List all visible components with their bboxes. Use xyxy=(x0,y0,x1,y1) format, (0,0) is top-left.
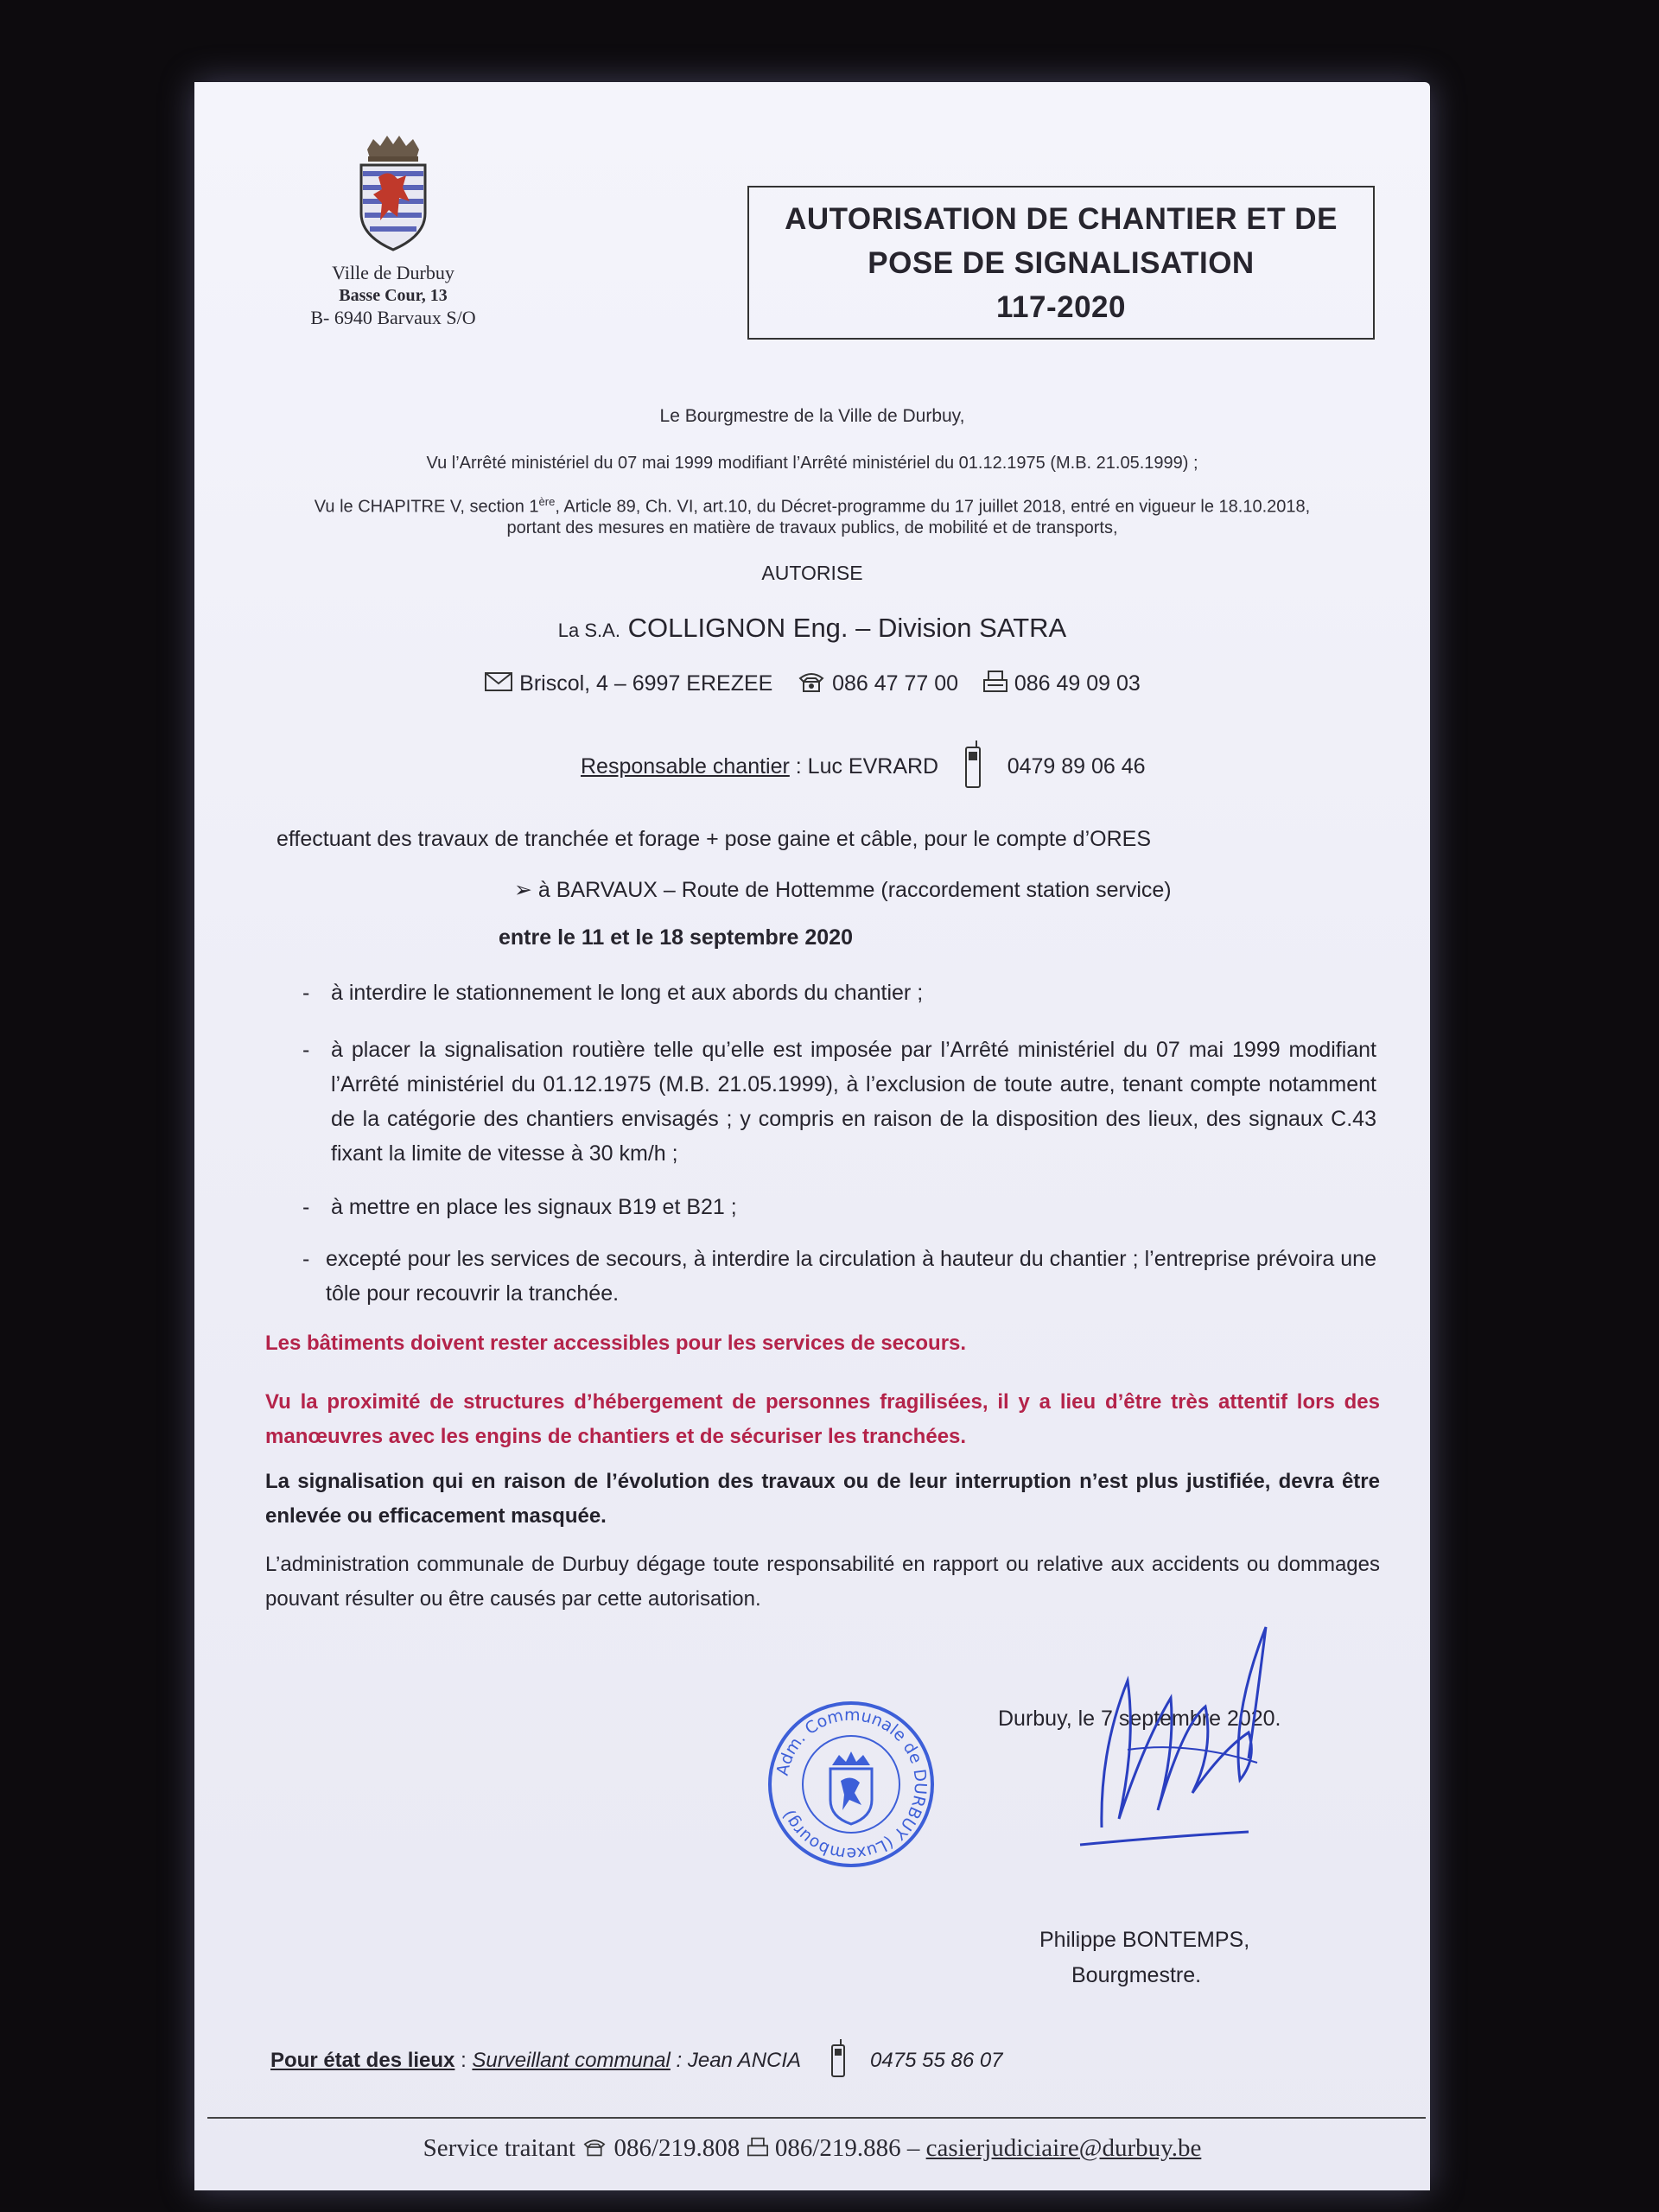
document-page xyxy=(194,82,1430,2190)
official-stamp xyxy=(765,1698,938,1871)
city-postal: B- 6940 Barvaux S/O xyxy=(310,307,476,328)
telephone-icon xyxy=(797,670,826,700)
city-street: Basse Cour, 13 xyxy=(339,286,448,305)
bullet-dash-1: - xyxy=(302,981,310,1005)
footer-dash: – xyxy=(900,2134,926,2162)
company-name-line xyxy=(194,613,1430,644)
bullet-item-1: à interdire le stationnement le long et aux abords du chantier ; xyxy=(331,981,924,1005)
arrow-bullet-icon: ➢ xyxy=(514,878,532,902)
chapitre-text-a: Vu le CHAPITRE V, section 1 xyxy=(314,497,539,517)
mobile-phone-icon xyxy=(830,2038,847,2084)
company-name: COLLIGNON Eng. – Division SATRA xyxy=(627,613,1067,643)
inspection-line xyxy=(270,2038,1394,2084)
footer-divider xyxy=(207,2117,1426,2119)
mail-envelope-icon xyxy=(484,670,513,700)
bullet-dash-3: - xyxy=(302,1195,310,1219)
city-name: Ville de Durbuy xyxy=(332,262,454,283)
preamble-arrete: Vu l’Arrêté ministériel du 07 mai 1999 modifiant l’Arrêté ministériel du 01.12.1975 (M.B. 21.05.1999) ; xyxy=(426,454,1198,473)
works-dates: entre le 11 et le 18 septembre 2020 xyxy=(499,925,853,950)
footer-email-link[interactable]: casierjudiciaire@durbuy.be xyxy=(925,2134,1202,2162)
bullet-item-2: à placer la signalisation routière telle qu’elle est imposée par l’Arrêté ministériel du 07 mai 1999 modifiant l’Arrêté ministériel du 01.12.1975 (M.B. 21.05.1999), à l’exclusion de toute autre, tenant compte notamment de la catégorie des chantiers envisagés ; y compris en raison de la disposition des lieux, des signaux C.43 fixant la limite de vitesse à 30 km/h ; xyxy=(331,1038,1376,1166)
site-manager-name: : Luc EVRARD xyxy=(789,754,939,779)
title-line-2: POSE DE SIGNALISATION xyxy=(868,245,1255,280)
note-access-emergency: Les bâtiments doivent rester accessibles pour les services de secours. xyxy=(265,1332,967,1355)
chapitre-sup: ère xyxy=(538,495,556,508)
works-location: à BARVAUX – Route de Hottemme (raccordement station service) xyxy=(537,878,1172,902)
preamble-mayor: Le Bourgmestre de la Ville de Durbuy, xyxy=(659,406,965,426)
city-address xyxy=(272,262,514,329)
title-line-1: AUTORISATION DE CHANTIER ET DE xyxy=(785,201,1338,236)
inspection-sep: : xyxy=(454,2048,473,2072)
inspection-role: Surveillant communal xyxy=(472,2048,671,2072)
company-phone: 086 47 77 00 xyxy=(832,671,959,696)
inspection-label: Pour état des lieux xyxy=(270,2048,455,2072)
inspection-name: : Jean ANCIA xyxy=(670,2048,802,2072)
bullet-item-4: excepté pour les services de secours, à interdire la circulation à hauteur du chantier ; l’entreprise prévoira une tôle pour recouvrir la tranchée. xyxy=(326,1247,1376,1306)
site-manager-label: Responsable chantier xyxy=(581,754,790,779)
works-location-line xyxy=(514,877,1378,903)
site-manager-mobile: 0479 89 06 46 xyxy=(1007,754,1146,779)
footer-label: Service traitant xyxy=(423,2134,575,2162)
fax-icon xyxy=(982,670,1008,700)
footer xyxy=(194,2134,1430,2164)
note-disclaimer: L’administration communale de Durbuy dégage toute responsabilité en rapport ou relative aux accidents ou dommages pouvant résulter ou être causés par cette autorisation. xyxy=(265,1553,1380,1611)
document-title-box xyxy=(747,186,1375,340)
bullet-dash-2: - xyxy=(302,1038,310,1062)
inspection-phone: 0475 55 86 07 xyxy=(870,2048,1003,2072)
preamble-chapitre xyxy=(194,495,1430,518)
city-crest-icon xyxy=(354,134,432,255)
mobile-phone-icon xyxy=(963,739,983,797)
signature-place-date: Durbuy, le 7 septembre 2020. xyxy=(998,1707,1281,1731)
telephone-icon xyxy=(582,2136,607,2164)
works-description: effectuant des travaux de tranchée et forage + pose gaine et câble, pour le compte d’ORES xyxy=(276,827,1151,851)
company-fax: 086 49 09 03 xyxy=(1014,671,1141,696)
signatory-name: Philippe BONTEMPS, xyxy=(1039,1928,1250,1952)
signature-drawing xyxy=(998,1620,1283,1853)
site-manager-line xyxy=(581,739,1358,797)
bullet-dash-4: - xyxy=(302,1247,310,1271)
bullet-item-3: à mettre en place les signaux B19 et B21 ; xyxy=(331,1195,737,1219)
company-contact-line xyxy=(194,670,1430,700)
chapitre-text-b: , Article 89, Ch. VI, art.10, du Décret-programme du 17 juillet 2018, entré en vigueur le 18.10.2018, xyxy=(555,497,1311,517)
footer-phone: 086/219.808 xyxy=(613,2134,741,2162)
footer-fax: 086/219.886 xyxy=(774,2134,901,2162)
title-reference: 117-2020 xyxy=(996,289,1126,324)
preamble-mesures: portant des mesures en matière de travaux publics, de mobilité et de transports, xyxy=(506,518,1118,537)
fax-icon xyxy=(747,2136,769,2164)
signatory-role: Bourgmestre. xyxy=(1071,1963,1202,1987)
note-vulnerable-persons: Vu la proximité de structures d’hébergement de personnes fragilisées, il y a lieu d’être très attentif lors des manœuvres avec les engins de chantiers et de sécuriser les tranchées. xyxy=(265,1390,1380,1448)
autorise-label: AUTORISE xyxy=(761,562,863,584)
company-prefix: La S.A. xyxy=(557,620,620,641)
company-address: Briscol, 4 – 6997 EREZEE xyxy=(519,671,773,696)
note-signage-removal: La signalisation qui en raison de l’évolution des travaux ou de leur interruption n’est plus justifiée, devra être enlevée ou efficacement masquée. xyxy=(265,1470,1380,1528)
stamp-text: Adm. Communale de DURBUY (Luxembourg) xyxy=(772,1705,931,1864)
